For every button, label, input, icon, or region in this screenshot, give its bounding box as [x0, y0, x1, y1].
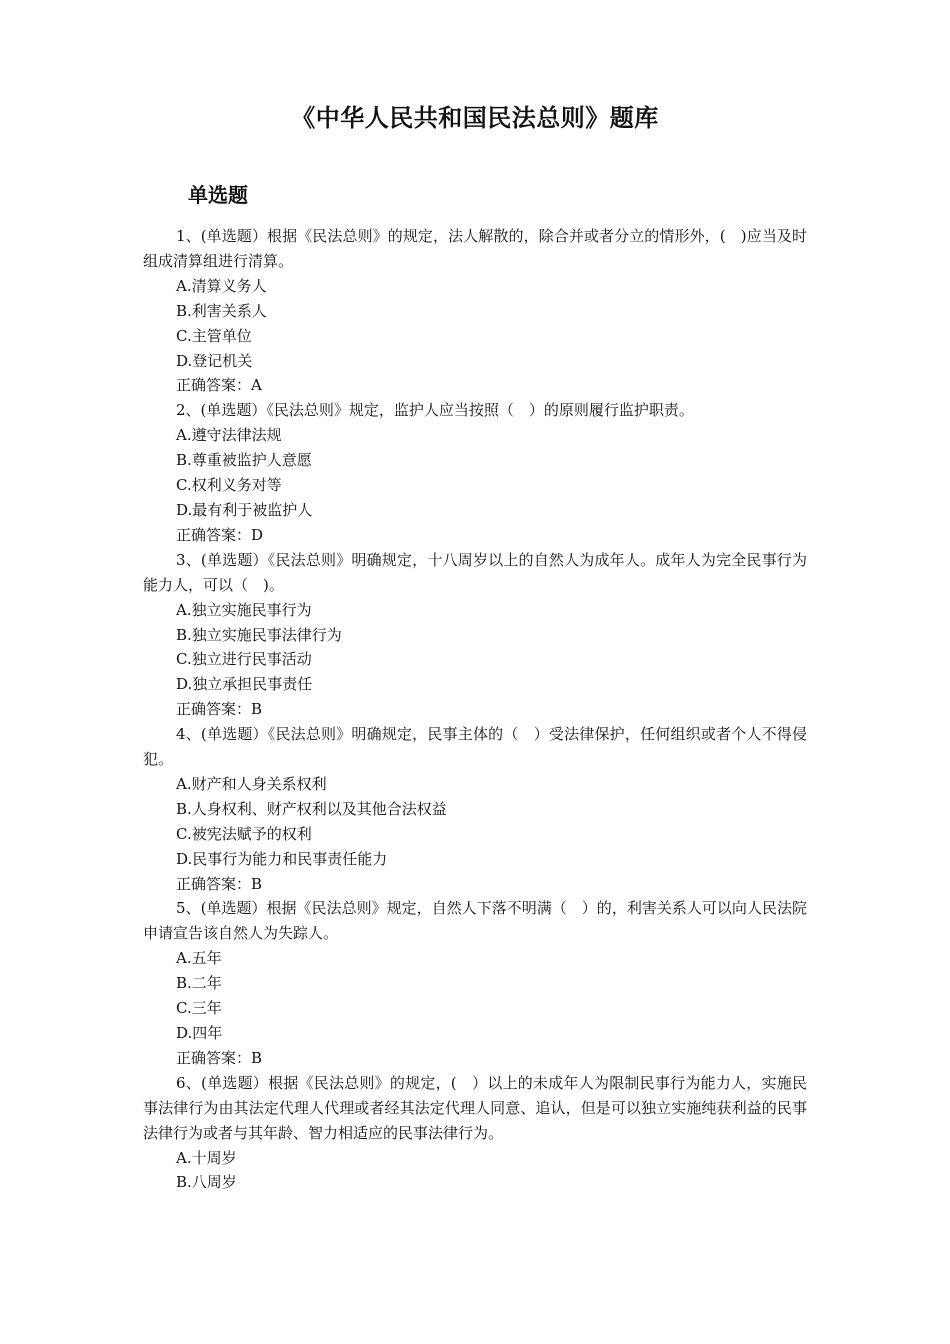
question-answer: 正确答案：B [176, 874, 263, 893]
question-option: A.独立实施民事行为 [176, 600, 312, 619]
question-stem: 1、(单选题）根据《民法总则》的规定，法人解散的，除合并或者分立的情形外，( )应当及时组成清算组进行清算。 [143, 227, 807, 270]
section-title: 单选题 [188, 183, 248, 207]
question-option: B.人身权利、财产权利以及其他合法权益 [176, 799, 447, 818]
question-item [143, 1071, 807, 1196]
question-option: D.登记机关 [176, 351, 253, 370]
question-option: B.利害关系人 [176, 301, 267, 320]
question-option: D.民事行为能力和民事责任能力 [176, 849, 388, 868]
question-option: C.权利义务对等 [176, 476, 282, 495]
question-option: D.独立承担民事责任 [176, 675, 313, 694]
question-option: D.四年 [176, 1024, 223, 1042]
question-stem: 6、(单选题）根据《民法总则》的规定，( ）以上的未成年人为限制民事行为能力人，实施民事法律行为由其法定代理人代理或者经其法定代理人同意、追认，但是可以独立实施纯获利益的民事法律行为或者与其年龄、智力相适应的民事法律行为。 [143, 1073, 807, 1142]
question-item [143, 722, 807, 896]
question-option: B.独立实施民事法律行为 [176, 625, 342, 644]
question-option: A.财产和人身关系权利 [176, 774, 327, 793]
question-answer: 正确答案：B [176, 700, 263, 719]
question-item [143, 398, 807, 547]
question-option: B.尊重被监护人意愿 [176, 451, 312, 470]
question-stem: 3、(单选题）《民法总则》明确规定，十八周岁以上的自然人为成年人。成年人为完全民事行为能力人，可以（ )。 [143, 550, 807, 594]
question-option: C.独立进行民事活动 [176, 650, 312, 669]
question-option: A.五年 [176, 949, 222, 968]
question-option: C.主管单位 [176, 326, 252, 345]
question-option: A.清算义务人 [176, 276, 267, 295]
question-option: A.十周岁 [176, 1148, 237, 1167]
question-answer: 正确答案：A [176, 376, 262, 395]
document-title: 《中华人民共和国民法总则》题库 [291, 104, 659, 132]
question-list [143, 224, 807, 1195]
question-stem: 5、(单选题）根据《民法总则》规定，自然人下落不明满（ ）的，利害关系人可以向人民法院申请宣告该自然人为失踪人。 [143, 899, 807, 943]
question-option: C.三年 [176, 999, 222, 1018]
question-option: B.二年 [176, 974, 222, 993]
question-item [143, 896, 807, 1070]
question-answer: 正确答案：D [176, 525, 264, 544]
question-item [143, 548, 807, 722]
question-stem: 4、(单选题）《民法总则》明确规定，民事主体的（ ）受法律保护，任何组织或者个人不得侵犯。 [143, 725, 807, 769]
question-answer: 正确答案：B [176, 1048, 263, 1067]
question-option: A.遵守法律法规 [176, 426, 282, 445]
question-option: B.八周岁 [176, 1173, 237, 1192]
question-item [143, 224, 807, 398]
question-option: C.被宪法赋予的权利 [176, 824, 312, 843]
question-stem: 2、(单选题）《民法总则》规定，监护人应当按照（ ）的原则履行监护职责。 [176, 401, 694, 420]
question-option: D.最有利于被监护人 [176, 500, 313, 519]
